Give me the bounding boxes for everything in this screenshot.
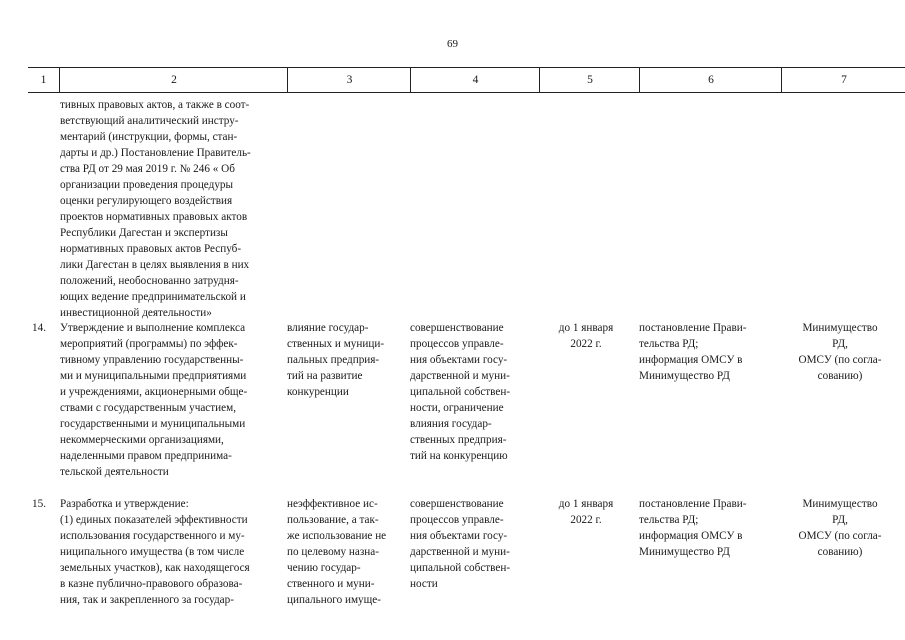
header-col-3: 3 xyxy=(287,68,411,92)
continued-cell-text xyxy=(60,97,284,321)
result-cell xyxy=(410,496,534,592)
header-col-7: 7 xyxy=(781,68,905,92)
problem-cell xyxy=(287,496,405,608)
text-line: ственного и муни- xyxy=(287,578,375,590)
document-cell xyxy=(639,496,781,560)
text-line: тий на развитие xyxy=(287,370,363,382)
text-line: лики Дагестан в целях выявления в них xyxy=(60,259,250,271)
text-line: тельской деятельности xyxy=(60,466,169,478)
header-col-6: 6 xyxy=(639,68,782,92)
text-line: ствами с государственным участием, xyxy=(60,402,236,414)
text-line: влияние государ- xyxy=(287,322,369,334)
text-line: ОМСУ (по согла- xyxy=(798,530,882,542)
text-line: некоммерческими организациями, xyxy=(60,434,224,446)
text-line: ниципального имущества (в том числе xyxy=(60,546,245,558)
text-line: проектов нормативных правовых актов xyxy=(60,211,248,223)
text-line: сованию) xyxy=(817,370,863,382)
text-line: ципальной собствен- xyxy=(410,562,511,574)
text-line: ментарий (инструкции, формы, стан- xyxy=(60,131,238,143)
page-number: 69 xyxy=(447,38,458,50)
text-line: наделенными правом предпринима- xyxy=(60,450,232,462)
text-line: ства РД от 29 мая 2019 г. № 246 « Об xyxy=(60,163,235,175)
text-line: ния, так и закрепленного за государ- xyxy=(60,594,234,606)
header-col-1: 1 xyxy=(40,74,47,86)
text-line: неэффективное ис- xyxy=(287,498,378,510)
document-cell xyxy=(639,320,781,384)
text-line: пользование, а так- xyxy=(287,514,379,526)
text-line: влияния государ- xyxy=(410,418,492,430)
text-line: оценки регулирующего воздействия xyxy=(60,195,233,207)
text-line: ОМСУ (по согла- xyxy=(798,354,882,366)
text-line: ми и муниципальными предприятиями xyxy=(60,370,247,382)
text-line: ности, ограничение xyxy=(410,402,504,414)
problem-cell xyxy=(287,320,405,400)
text-line: тий на конкуренцию xyxy=(410,450,508,462)
text-line: тивному управлению государственны- xyxy=(60,354,244,366)
text-line: Минимущество xyxy=(802,322,878,334)
text-line: Республики Дагестан и экспертизы xyxy=(60,227,228,239)
text-line: тельства РД; xyxy=(639,338,699,350)
responsible-cell xyxy=(784,320,896,384)
text-line: Минимущество xyxy=(802,498,878,510)
text-line: информация ОМСУ в xyxy=(639,530,743,542)
text-line: дарственной и муни- xyxy=(410,370,510,382)
text-line: инвестиционной деятельности» xyxy=(60,307,212,319)
header-col-5: 5 xyxy=(539,68,640,92)
measure-cell xyxy=(60,320,284,480)
text-line: ципального имуще- xyxy=(287,594,381,606)
text-line: процессов управле- xyxy=(410,514,504,526)
text-line: ственных и муници- xyxy=(287,338,385,350)
text-line: и учреждениями, акционерными обще- xyxy=(60,386,248,398)
text-line: нормативных правовых актов Респуб- xyxy=(60,243,242,255)
header-col-4: 4 xyxy=(410,68,540,92)
deadline-cell xyxy=(541,496,631,528)
text-line: государственными и муниципальными xyxy=(60,418,246,430)
text-line: Минимущество РД xyxy=(639,546,730,558)
row-number: 15. xyxy=(32,498,46,510)
text-line: тивных правовых актов, а также в соот- xyxy=(60,99,250,111)
text-line: чению государ- xyxy=(287,562,361,574)
text-line: Разработка и утверждение: xyxy=(60,498,189,510)
measure-cell xyxy=(60,496,284,608)
text-line: Минимущество РД xyxy=(639,370,730,382)
text-line: РД, xyxy=(832,514,848,526)
text-line: тельства РД; xyxy=(639,514,699,526)
text-line: организации проведения процедуры xyxy=(60,179,234,191)
text-line: ственных предприя- xyxy=(410,434,507,446)
text-line: мероприятий (программы) по эффек- xyxy=(60,338,238,350)
text-line: совершенствование xyxy=(410,322,504,334)
responsible-cell xyxy=(784,496,896,560)
text-line: до 1 января xyxy=(558,322,614,334)
text-line: дарственной и муни- xyxy=(410,546,510,558)
result-cell xyxy=(410,320,534,464)
text-line: постановление Прави- xyxy=(639,498,747,510)
deadline-cell xyxy=(541,320,631,352)
text-line: процессов управле- xyxy=(410,338,504,350)
text-line: сованию) xyxy=(817,546,863,558)
text-line: же использование не xyxy=(287,530,387,542)
text-line: дарты и др.) Постановление Правитель- xyxy=(60,147,251,159)
text-line: РД, xyxy=(832,338,848,350)
text-line: ющих ведение предпринимательской и xyxy=(60,291,246,303)
text-line: 2022 г. xyxy=(570,514,602,526)
text-line: ния объектами госу- xyxy=(410,530,508,542)
text-line: ности xyxy=(410,578,438,590)
text-line: пальных предприя- xyxy=(287,354,380,366)
row-number: 14. xyxy=(32,322,46,334)
text-line: земельных участков), как находящегося xyxy=(60,562,250,574)
text-line: совершенствование xyxy=(410,498,504,510)
text-line: (1) единых показателей эффективности xyxy=(60,514,248,526)
text-line: 2022 г. xyxy=(570,338,602,350)
text-line: ветствующий аналитический инстру- xyxy=(60,115,239,127)
text-line: ния объектами госу- xyxy=(410,354,508,366)
text-line: Утверждение и выполнение комплекса xyxy=(60,322,246,334)
text-line: до 1 января xyxy=(558,498,614,510)
text-line: в казне публично-правового образова- xyxy=(60,578,243,590)
table-header-row xyxy=(28,67,905,93)
text-line: по целевому назна- xyxy=(287,546,379,558)
header-col-2: 2 xyxy=(59,68,288,92)
text-line: конкуренции xyxy=(287,386,349,398)
text-line: положений, необоснованно затрудня- xyxy=(60,275,239,287)
text-line: информация ОМСУ в xyxy=(639,354,743,366)
text-line: постановление Прави- xyxy=(639,322,747,334)
text-line: использования государственного и му- xyxy=(60,530,245,542)
text-line: ципальной собствен- xyxy=(410,386,511,398)
